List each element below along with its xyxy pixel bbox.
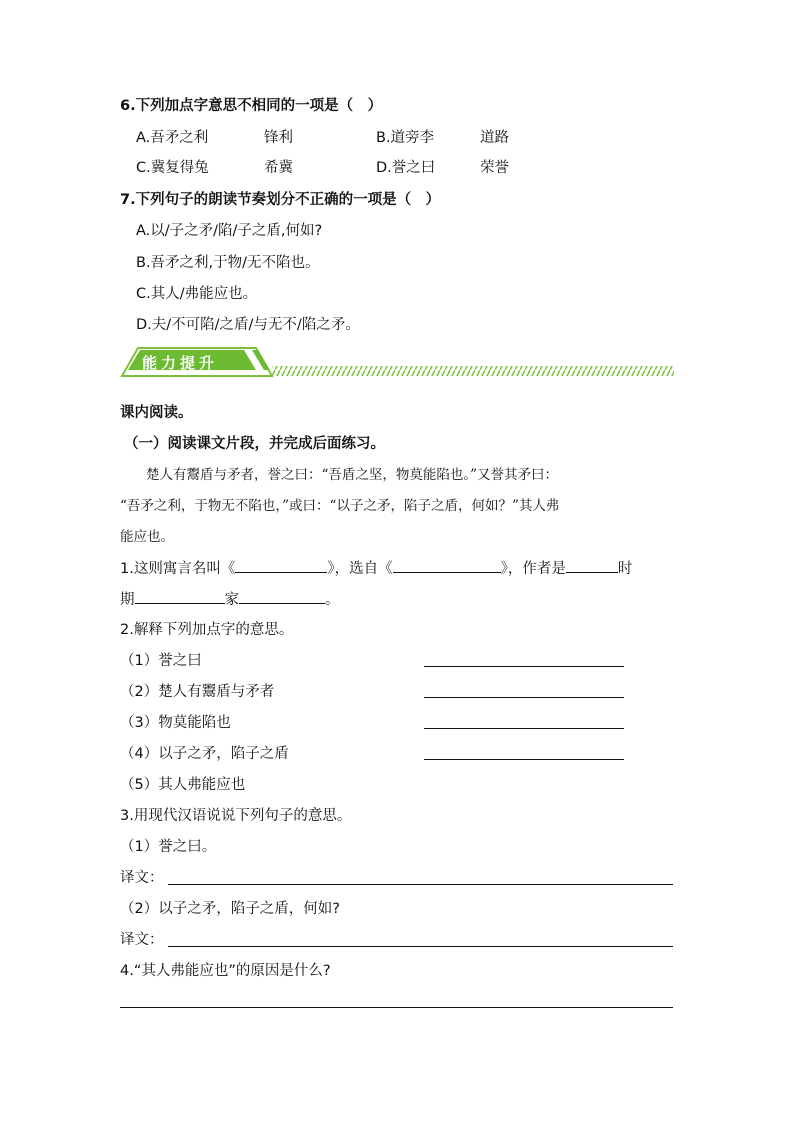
q2-answer-line-3[interactable] xyxy=(424,728,624,729)
q1-text-3: 》，作者是 xyxy=(500,561,566,577)
q2-item-3: （3）物莫能陷也 xyxy=(120,715,231,731)
q3-translation-label-2: 译文： xyxy=(120,932,164,948)
banner-hatch-stripe xyxy=(272,366,674,376)
q6-option-b: B.道旁李 xyxy=(376,130,435,146)
q3-sentence-2: （2）以子之矛，陷子之盾，何如? xyxy=(120,901,340,917)
passage-line-2: “吾矛之利，于物无不陷也，”或曰：“以子之矛，陷子之盾，何如？”其人弗 xyxy=(120,498,560,514)
reading-heading: 课内阅读。 xyxy=(120,405,193,421)
q4-answer-line[interactable] xyxy=(120,1007,673,1008)
q4-stem: 4.“其人弗能应也”的原因是什么? xyxy=(120,963,331,979)
q1-blank-title[interactable] xyxy=(235,558,327,573)
q1-text-7: 。 xyxy=(325,592,340,608)
q2-item-5: （5）其人弗能应也 xyxy=(120,777,246,793)
q3-translation-label-1: 译文： xyxy=(120,870,164,886)
q1-text-1: 1.这则寓言名叫《 xyxy=(120,561,236,577)
q1-blank-era[interactable] xyxy=(566,558,618,573)
q2-item-4: （4）以子之矛，陷子之盾 xyxy=(120,746,289,762)
q1-blank-school[interactable] xyxy=(135,589,225,604)
q6-option-b-word: 道路 xyxy=(480,130,509,146)
q1-blank-author[interactable] xyxy=(239,589,325,604)
q2-answer-line-4[interactable] xyxy=(424,759,624,760)
q3-stem: 3.用现代汉语说说下列句子的意思。 xyxy=(120,808,352,824)
q6-option-a-word: 锋利 xyxy=(264,130,293,146)
q7-option-a: A.以/子之矛/陷/子之盾,何如? xyxy=(136,223,323,239)
q6-option-c-word: 希冀 xyxy=(264,160,293,176)
q7-option-c: C.其人/弗能应也。 xyxy=(136,286,258,302)
q3-sentence-1: （1）誉之曰。 xyxy=(120,839,217,855)
passage-line-1: 楚人有鬻盾与矛者，誉之曰：“吾盾之坚，物莫能陷也。”又誉其矛曰： xyxy=(146,467,559,483)
section-title: 能力提升 xyxy=(142,354,219,372)
q7-option-d: D.夫/不可陷/之盾/与无不/陷之矛。 xyxy=(136,317,360,333)
q6-option-d: D.誉之曰 xyxy=(376,160,436,176)
q7-stem: 7.下列句子的朗读节奏划分不正确的一项是（ ） xyxy=(120,192,441,208)
q2-answer-line-2[interactable] xyxy=(424,697,624,698)
q6-option-d-word: 荣誉 xyxy=(480,160,509,176)
q6-stem: 6.下列加点字意思不相同的一项是（ ） xyxy=(120,98,383,114)
q1-line-2 xyxy=(120,589,340,610)
q1-text-5: 期 xyxy=(120,592,135,608)
q1-text-4: 时 xyxy=(617,561,633,577)
passage-line-3: 能应也。 xyxy=(120,529,174,545)
q1-blank-source[interactable] xyxy=(393,558,501,573)
q1-line-1 xyxy=(120,558,632,579)
q2-item-2: （2）楚人有鬻盾与矛者 xyxy=(120,684,275,700)
q3-answer-line-2[interactable] xyxy=(168,946,673,947)
q1-text-2: 》，选自《 xyxy=(327,561,393,577)
q7-option-b: B.吾矛之利,于物/无不陷也。 xyxy=(136,255,320,271)
q6-option-a: A.吾矛之利 xyxy=(136,130,209,146)
q3-answer-line-1[interactable] xyxy=(168,884,673,885)
q1-text-6: 家 xyxy=(224,592,239,608)
q2-stem: 2.解释下列加点字的意思。 xyxy=(120,622,294,638)
reading-sub-heading: （一）阅读课文片段，并完成后面练习。 xyxy=(124,436,385,452)
q2-item-1: （1）誉之曰 xyxy=(120,653,202,669)
q2-answer-line-1[interactable] xyxy=(424,666,624,667)
q6-option-c: C.冀复得兔 xyxy=(136,160,209,176)
